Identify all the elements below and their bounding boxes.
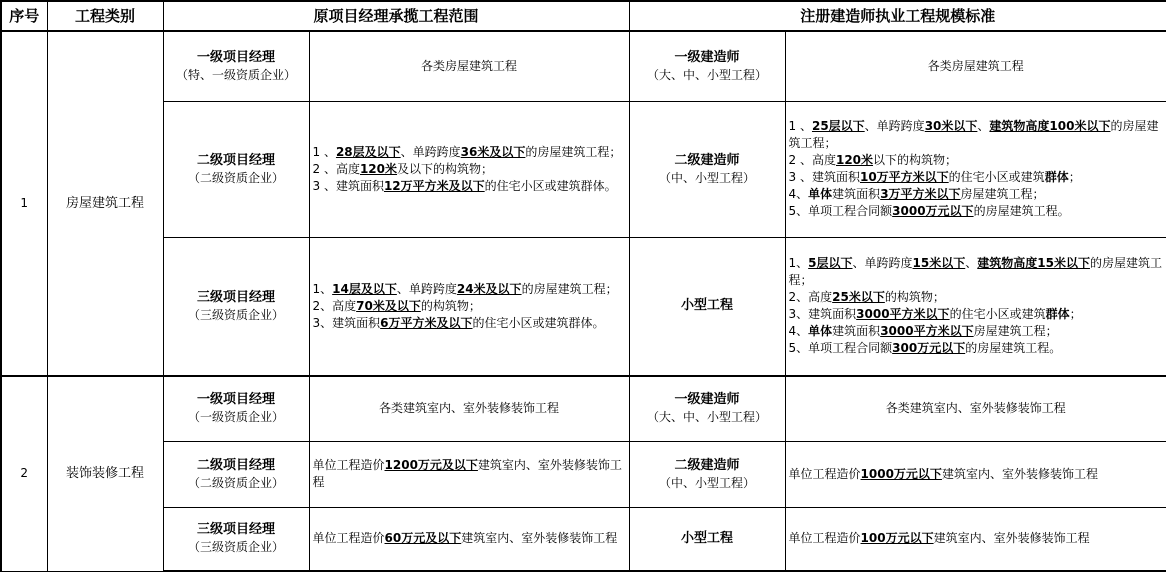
old-scope-line [313, 530, 626, 547]
old-scope-text: 建筑室内、室外装修装饰工程 [461, 531, 618, 546]
old-scope-text: 24米及以下 [456, 281, 522, 296]
new-scope-line [789, 400, 1164, 417]
old-scope-text: 单位工程造价 [312, 458, 385, 472]
old-scope-text: 、单跨跨度 [396, 281, 457, 296]
new-scope-text: 的住宅小区或建筑 [948, 170, 1045, 184]
table-row [1, 441, 1166, 507]
new-level-cell [629, 507, 785, 571]
new-scope-text: 群体 [1045, 307, 1070, 322]
header-category: 工程类别 [47, 1, 163, 31]
old-level-cell [163, 441, 309, 507]
new-scope-line [789, 340, 1164, 357]
header-row [1, 1, 1166, 31]
old-scope-text: 28层及以下 [335, 144, 401, 159]
old-scope-text: 的构筑物； [420, 298, 481, 313]
new-level-title: 一级建造师 [674, 392, 740, 408]
old-scope-text: 单位工程造价 [312, 531, 385, 546]
new-scope-cell [785, 31, 1166, 101]
new-level-cell [629, 101, 785, 237]
new-scope-cell [785, 101, 1166, 237]
old-scope-text: 建筑室内、室外装修装饰工程 [312, 458, 622, 489]
new-scope-text: 单位工程造价 [788, 531, 861, 546]
old-level-subtitle: （三级资质企业） [187, 540, 284, 555]
old-level-title: 一级项目经理 [196, 49, 275, 65]
new-scope-line [789, 323, 1164, 340]
new-scope-text: 建筑物高度100米以下 [989, 119, 1111, 133]
new-scope-cell [785, 507, 1166, 571]
new-scope-text: 5、单项工程合同额 [788, 341, 893, 356]
category-cell: 房屋建筑工程 [47, 31, 163, 376]
old-scope-cell [309, 376, 629, 441]
new-scope-text: 2 、高度 [788, 153, 836, 167]
new-scope-text: ； [1068, 170, 1081, 184]
new-level-cell [629, 237, 785, 376]
old-scope-text: 6万平方米及以下 [380, 315, 473, 330]
old-scope-text: 14层及以下 [332, 281, 397, 296]
new-scope-text: 、单跨跨度 [864, 119, 925, 133]
new-level-cell [629, 441, 785, 507]
new-level-title: 二级建造师 [674, 457, 740, 473]
new-scope-text: 3、建筑面积 [788, 307, 857, 322]
row-index-cell: 2 [1, 376, 47, 571]
new-level-subtitle: （大、中、小型工程） [647, 67, 768, 82]
new-scope-text: 、 [977, 119, 990, 133]
old-scope-line [313, 457, 626, 491]
category-cell: 装饰装修工程 [47, 376, 163, 571]
new-level-subtitle: （中、小型工程） [659, 475, 756, 490]
old-scope-text: 36米及以下 [460, 144, 526, 159]
new-scope-text: 的房屋建筑工程； [788, 119, 1159, 150]
old-scope-text: 3、建筑面积 [312, 315, 381, 330]
new-scope-text: 单体 [808, 324, 833, 339]
old-scope-text: 1 、 [312, 144, 336, 159]
new-scope-text: 3000万元以下 [892, 204, 974, 218]
new-scope-text: 3000平方米以下 [856, 307, 950, 322]
new-scope-line [789, 58, 1164, 75]
new-scope-line [789, 186, 1164, 203]
new-level-title: 小型工程 [681, 298, 734, 314]
new-level-cell [629, 31, 785, 101]
old-scope-text: 3 、建筑面积 [312, 178, 384, 193]
old-scope-text: 70米及以下 [356, 298, 421, 313]
old-scope-cell [309, 101, 629, 237]
old-scope-text: 各类建筑室内、室外装修装饰工程 [379, 401, 560, 416]
old-scope-line [313, 178, 626, 195]
old-level-subtitle: （特、一级资质企业） [175, 67, 296, 82]
old-level-title: 三级项目经理 [196, 522, 275, 538]
new-scope-cell [785, 376, 1166, 441]
new-scope-text: 的房屋建筑工程。 [965, 341, 1062, 356]
old-scope-text: 1、 [312, 281, 333, 296]
new-scope-text: 15米以下 [912, 256, 966, 271]
new-scope-line [789, 289, 1164, 306]
table-row [1, 101, 1166, 237]
old-scope-text: 的住宅小区或建筑群体。 [472, 315, 605, 330]
new-level-title: 二级建造师 [674, 152, 740, 168]
new-scope-text: 10万平方米以下 [859, 170, 949, 184]
old-scope-text: 120米 [359, 161, 398, 176]
old-scope-line [313, 298, 626, 315]
old-scope-line [313, 161, 626, 178]
old-level-title: 一级项目经理 [196, 392, 275, 408]
new-scope-text: 5层以下 [808, 256, 853, 271]
old-level-subtitle: （三级资质企业） [187, 307, 284, 322]
new-scope-text: 的房屋建筑工程。 [973, 204, 1070, 218]
new-scope-text: 的住宅小区或建筑 [949, 307, 1046, 322]
old-scope-cell [309, 31, 629, 101]
new-scope-text: 建筑物高度15米以下 [977, 256, 1090, 271]
row-index-cell: 1 [1, 31, 47, 376]
table-body [1, 1, 1166, 571]
old-level-cell [163, 101, 309, 237]
new-scope-text: 300万元以下 [892, 341, 966, 356]
new-scope-line [789, 466, 1164, 483]
new-scope-cell [785, 441, 1166, 507]
table-row [1, 31, 1166, 101]
new-scope-cell [785, 237, 1166, 376]
new-scope-line [789, 306, 1164, 323]
new-scope-text: 3万平方米以下 [880, 187, 961, 201]
new-scope-text: 以下的构筑物； [873, 153, 958, 167]
header-index: 序号 [1, 1, 47, 31]
new-scope-line [789, 118, 1164, 152]
new-level-cell [629, 376, 785, 441]
old-scope-text: 12万平方米及以下 [383, 178, 485, 193]
new-scope-text: 、 [965, 256, 978, 271]
old-scope-text: 2 、高度 [312, 161, 360, 176]
old-scope-text: 各类房屋建筑工程 [421, 58, 518, 73]
new-scope-text: 群体 [1044, 170, 1069, 184]
new-scope-text: 2、高度 [788, 290, 833, 305]
new-scope-text: 房屋建筑工程； [973, 324, 1058, 339]
new-scope-line [789, 255, 1164, 289]
new-scope-line [789, 152, 1164, 169]
old-level-cell [163, 507, 309, 571]
new-scope-line [789, 203, 1164, 220]
new-scope-text: 3000平方米以下 [880, 324, 974, 339]
header-new-standard: 注册建造师执业工程规模标准 [629, 1, 1166, 31]
new-scope-text: 建筑室内、室外装修装饰工程 [941, 466, 1098, 481]
old-scope-text: 1200万元及以下 [384, 458, 478, 472]
old-scope-cell [309, 237, 629, 376]
new-scope-text: 1、 [788, 256, 809, 271]
new-scope-text: 25米以下 [832, 290, 885, 305]
old-scope-line [313, 400, 626, 417]
new-level-subtitle: （中、小型工程） [659, 170, 756, 185]
old-scope-text: 、单跨跨度 [400, 144, 461, 159]
old-scope-text: 60万元及以下 [384, 531, 462, 546]
new-scope-text: 建筑室内、室外装修装饰工程 [933, 531, 1090, 546]
old-scope-text: 及以下的构筑物； [397, 161, 494, 176]
new-scope-text: 1000万元以下 [860, 466, 942, 481]
new-scope-text: 建筑面积 [832, 187, 881, 201]
new-scope-text: 的构筑物； [884, 290, 945, 305]
new-scope-text: 房屋建筑工程； [960, 187, 1045, 201]
table-row [1, 237, 1166, 376]
new-scope-text: 1 、 [788, 119, 812, 133]
old-scope-text: 的房屋建筑工程； [521, 281, 618, 296]
old-scope-line [313, 144, 626, 161]
old-scope-text: 2、高度 [312, 298, 357, 313]
new-scope-text: 的房屋建筑工程； [788, 256, 1162, 288]
new-scope-text: 30米以下 [924, 119, 978, 133]
new-scope-text: 各类建筑室内、室外装修装饰工程 [885, 401, 1066, 416]
new-scope-text: 单位工程造价 [788, 466, 861, 481]
new-scope-text: 各类房屋建筑工程 [927, 58, 1024, 73]
header-old-scope: 原项目经理承揽工程范围 [163, 1, 629, 31]
old-level-subtitle: （二级资质企业） [187, 475, 284, 490]
old-scope-text: 的住宅小区或建筑群体。 [484, 178, 617, 193]
new-scope-line [789, 169, 1164, 186]
new-level-subtitle: （大、中、小型工程） [647, 410, 768, 425]
old-scope-line [313, 281, 626, 298]
new-level-title: 小型工程 [681, 530, 734, 546]
old-level-title: 二级项目经理 [196, 152, 275, 168]
old-scope-text: 的房屋建筑工程； [525, 144, 622, 159]
new-scope-text: 、单跨跨度 [852, 256, 913, 271]
new-scope-text: 120米 [835, 153, 874, 167]
old-scope-cell [309, 441, 629, 507]
old-scope-line [313, 58, 626, 75]
new-level-title: 一级建造师 [674, 49, 740, 65]
new-scope-text: 4、 [788, 187, 809, 201]
new-scope-text: 单体 [808, 187, 833, 201]
new-scope-line [789, 530, 1164, 547]
new-scope-text: 100万元以下 [860, 531, 934, 546]
new-scope-text: 5、单项工程合同额 [788, 204, 893, 218]
old-level-title: 三级项目经理 [196, 289, 275, 305]
old-scope-cell [309, 507, 629, 571]
new-scope-text: 25层以下 [811, 119, 865, 133]
old-level-subtitle: （一级资质企业） [187, 410, 284, 425]
table-row [1, 376, 1166, 441]
new-scope-text: ； [1069, 307, 1082, 322]
new-scope-text: 4、 [788, 324, 809, 339]
new-scope-text: 建筑面积 [832, 324, 881, 339]
old-level-cell [163, 31, 309, 101]
old-scope-line [313, 315, 626, 332]
old-level-cell [163, 237, 309, 376]
new-scope-text: 3 、建筑面积 [788, 170, 860, 184]
old-level-subtitle: （二级资质企业） [187, 170, 284, 185]
old-level-cell [163, 376, 309, 441]
table-row [1, 507, 1166, 571]
old-level-title: 二级项目经理 [196, 457, 275, 473]
